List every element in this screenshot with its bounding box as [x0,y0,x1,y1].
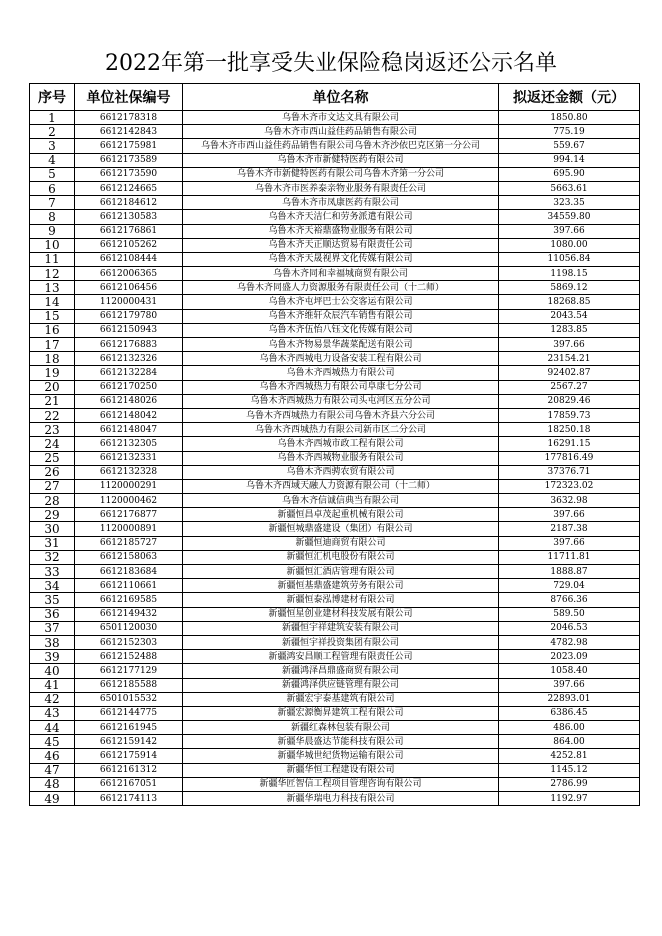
row-seq: 9 [30,224,75,238]
table-row [30,508,640,522]
row-company-name: 乌鲁木齐西城热力有限公司 [183,366,499,380]
row-company-name: 乌鲁木齐市西山益佳药品销售有限公司乌鲁木齐沙依巴克区第一分公司 [183,139,499,153]
row-amount: 16291.15 [499,437,640,451]
row-seq: 20 [30,380,75,394]
row-company-name: 乌鲁木齐同和幸福城商贸有限公司 [183,267,499,281]
row-amount: 92402.87 [499,366,640,380]
table-row [30,238,640,252]
row-social-security-code: 1120000291 [75,479,183,493]
row-company-name: 新疆恒星创业建材科技发展有限公司 [183,607,499,621]
row-amount: 3632.98 [499,494,640,508]
row-social-security-code: 6612175981 [75,139,183,153]
table-row [30,706,640,720]
row-social-security-code: 6612152488 [75,650,183,664]
row-company-name: 乌鲁木齐市新健特医药有限公司 [183,153,499,167]
row-amount: 589.50 [499,607,640,621]
row-company-name: 新疆鸿泽昌鼎盛商贸有限公司 [183,664,499,678]
row-seq: 18 [30,352,75,366]
row-amount: 2046.53 [499,621,640,635]
row-company-name: 乌鲁木齐天洁仁和劳务派遣有限公司 [183,210,499,224]
row-social-security-code: 6612106456 [75,281,183,295]
row-social-security-code: 6612169585 [75,593,183,607]
row-seq: 12 [30,267,75,281]
row-amount: 397.66 [499,508,640,522]
row-company-name: 乌鲁木齐西城热力有限公司乌鲁木齐县六分公司 [183,408,499,422]
table-row [30,650,640,664]
row-seq: 10 [30,238,75,252]
row-seq: 37 [30,621,75,635]
row-seq: 4 [30,153,75,167]
row-amount: 1283.85 [499,323,640,337]
row-social-security-code: 6612158063 [75,550,183,564]
row-seq: 34 [30,579,75,593]
row-seq: 46 [30,749,75,763]
row-social-security-code: 6612161945 [75,721,183,735]
row-social-security-code: 6501015532 [75,692,183,706]
row-seq: 41 [30,678,75,692]
row-amount: 1192.97 [499,792,640,806]
table-row [30,735,640,749]
row-seq: 17 [30,338,75,352]
row-amount: 2043.54 [499,309,640,323]
row-amount: 18268.85 [499,295,640,309]
row-company-name: 乌鲁木齐维轩众辰汽车销售有限公司 [183,309,499,323]
table-row [30,338,640,352]
row-seq: 6 [30,181,75,195]
row-amount: 775.19 [499,125,640,139]
row-seq: 49 [30,792,75,806]
header-code: 单位社保编号 [75,84,183,111]
row-seq: 45 [30,735,75,749]
row-social-security-code: 6612161312 [75,763,183,777]
row-amount: 1198.15 [499,267,640,281]
table-row [30,267,640,281]
table-row [30,139,640,153]
row-company-name: 乌鲁木齐同盛人力资源服务有限责任公司（十二师） [183,281,499,295]
row-company-name: 新疆华瑞电力科技有限公司 [183,792,499,806]
table-row [30,749,640,763]
row-company-name: 新疆华匠智信工程项目管理咨询有限公司 [183,777,499,791]
table-row [30,111,640,125]
table-row [30,153,640,167]
row-seq: 21 [30,394,75,408]
row-social-security-code: 6612132284 [75,366,183,380]
row-seq: 27 [30,479,75,493]
row-social-security-code: 6612105262 [75,238,183,252]
row-amount: 559.67 [499,139,640,153]
row-seq: 1 [30,111,75,125]
row-company-name: 新疆恒城鼎盛建设（集团）有限公司 [183,522,499,536]
row-company-name: 乌鲁木齐西城热力有限公司阜康七分公司 [183,380,499,394]
row-company-name: 乌鲁木齐西城电力设备安装工程有限公司 [183,352,499,366]
row-company-name: 乌鲁木齐西域天融人力资源有限公司（十二师） [183,479,499,493]
row-seq: 48 [30,777,75,791]
row-amount: 486.00 [499,721,640,735]
row-company-name: 乌鲁木齐市西山益佳药品销售有限公司 [183,125,499,139]
row-amount: 11056.84 [499,252,640,266]
row-amount: 20829.46 [499,394,640,408]
row-company-name: 乌鲁木齐天晟视界文化传媒有限公司 [183,252,499,266]
table-row [30,309,640,323]
row-seq: 36 [30,607,75,621]
row-social-security-code: 6612148047 [75,423,183,437]
header-name: 单位名称 [183,84,499,111]
row-company-name: 新疆鸿泽供应链管理有限公司 [183,678,499,692]
table-row [30,479,640,493]
table-row [30,635,640,649]
row-amount: 994.14 [499,153,640,167]
page-title: 2022年第一批享受失业保险稳岗返还公示名单 [105,51,557,76]
row-social-security-code: 6612144775 [75,706,183,720]
row-company-name: 乌鲁木齐西城热力有限公司新市区二分公司 [183,423,499,437]
table-row [30,593,640,607]
row-social-security-code: 6612179780 [75,309,183,323]
row-company-name: 新疆恒汇酒店管理有限公司 [183,565,499,579]
row-social-security-code: 6612108444 [75,252,183,266]
row-seq: 19 [30,366,75,380]
table-row [30,224,640,238]
table-row [30,565,640,579]
row-social-security-code: 6612176883 [75,338,183,352]
row-seq: 44 [30,721,75,735]
row-seq: 40 [30,664,75,678]
row-company-name: 新疆恒宇祥投资集团有限公司 [183,635,499,649]
header-seq: 序号 [30,84,75,111]
row-social-security-code: 1120000431 [75,295,183,309]
row-seq: 2 [30,125,75,139]
row-seq: 22 [30,408,75,422]
row-seq: 39 [30,650,75,664]
table-row [30,394,640,408]
table-row [30,522,640,536]
row-social-security-code: 6612170250 [75,380,183,394]
table-row [30,678,640,692]
row-social-security-code: 6612006365 [75,267,183,281]
row-company-name: 新疆华恒工程建设有限公司 [183,763,499,777]
row-social-security-code: 6612176877 [75,508,183,522]
row-social-security-code: 6612183684 [75,565,183,579]
table-row [30,579,640,593]
table-row [30,125,640,139]
table-row [30,763,640,777]
row-seq: 3 [30,139,75,153]
row-seq: 14 [30,295,75,309]
row-social-security-code: 6612132328 [75,465,183,479]
row-social-security-code: 6612150943 [75,323,183,337]
row-social-security-code: 6612177129 [75,664,183,678]
row-company-name: 乌鲁木齐市凤康医药有限公司 [183,196,499,210]
row-company-name: 乌鲁木齐天裕鼎盛物业服务有限公司 [183,224,499,238]
table-row [30,167,640,181]
table-row [30,408,640,422]
row-amount: 1888.87 [499,565,640,579]
row-social-security-code: 6612176861 [75,224,183,238]
row-social-security-code: 6612110661 [75,579,183,593]
table-row [30,437,640,451]
table-row [30,323,640,337]
row-company-name: 乌鲁木齐西骋农贸有限公司 [183,465,499,479]
row-amount: 5869.12 [499,281,640,295]
row-amount: 1058.40 [499,664,640,678]
row-company-name: 新疆恒宇祥建筑安装有限公司 [183,621,499,635]
row-seq: 32 [30,550,75,564]
row-amount: 729.04 [499,579,640,593]
row-amount: 323.35 [499,196,640,210]
row-social-security-code: 6612132326 [75,352,183,366]
row-company-name: 乌鲁木齐西城市政工程有限公司 [183,437,499,451]
row-company-name: 乌鲁木齐信诚信典当有限公司 [183,494,499,508]
row-seq: 30 [30,522,75,536]
table-row [30,295,640,309]
table-row [30,196,640,210]
row-amount: 4252.81 [499,749,640,763]
row-company-name: 新疆宏宇泰基建筑有限公司 [183,692,499,706]
row-social-security-code: 6612184612 [75,196,183,210]
row-company-name: 乌鲁木齐西城热力有限公司头屯河区五分公司 [183,394,499,408]
row-social-security-code: 6612173589 [75,153,183,167]
row-social-security-code: 6612132331 [75,451,183,465]
table-row [30,252,640,266]
row-social-security-code: 6612159142 [75,735,183,749]
row-company-name: 新疆华城世纪货物运输有限公司 [183,749,499,763]
row-seq: 28 [30,494,75,508]
row-company-name: 乌鲁木齐伍怡八钰文化传媒有限公司 [183,323,499,337]
row-seq: 29 [30,508,75,522]
row-social-security-code: 6612130583 [75,210,183,224]
table-row [30,664,640,678]
row-amount: 177816.49 [499,451,640,465]
table-row [30,210,640,224]
row-seq: 15 [30,309,75,323]
row-social-security-code: 6612173590 [75,167,183,181]
row-amount: 864.00 [499,735,640,749]
row-seq: 16 [30,323,75,337]
row-seq: 11 [30,252,75,266]
row-amount: 23154.21 [499,352,640,366]
row-seq: 26 [30,465,75,479]
table-row [30,792,640,806]
row-company-name: 新疆红森林包装有限公司 [183,721,499,735]
table-row [30,423,640,437]
row-company-name: 乌鲁木齐市医养泰亲物业服务有限责任公司 [183,181,499,195]
row-amount: 34559.80 [499,210,640,224]
table-row [30,465,640,479]
row-seq: 31 [30,536,75,550]
row-amount: 8766.36 [499,593,640,607]
row-amount: 397.66 [499,678,640,692]
row-social-security-code: 6612167051 [75,777,183,791]
row-amount: 4782.98 [499,635,640,649]
row-amount: 37376.71 [499,465,640,479]
row-company-name: 乌鲁木齐天正顺达贸易有限责任公司 [183,238,499,252]
row-amount: 695.90 [499,167,640,181]
row-social-security-code: 6612149432 [75,607,183,621]
table-row [30,451,640,465]
row-amount: 2567.27 [499,380,640,394]
row-social-security-code: 6612152303 [75,635,183,649]
subsidy-table [29,83,640,806]
table-row [30,692,640,706]
table-row [30,181,640,195]
table-row [30,380,640,394]
row-seq: 23 [30,423,75,437]
row-seq: 5 [30,167,75,181]
row-amount: 18250.18 [499,423,640,437]
row-seq: 42 [30,692,75,706]
row-amount: 2786.99 [499,777,640,791]
row-social-security-code: 6612178318 [75,111,183,125]
table-row [30,366,640,380]
row-amount: 172323.02 [499,479,640,493]
row-company-name: 新疆恒汇机电股份有限公司 [183,550,499,564]
row-company-name: 新疆宏源衡昇建筑工程有限公司 [183,706,499,720]
row-amount: 397.66 [499,224,640,238]
row-social-security-code: 6612148042 [75,408,183,422]
row-seq: 24 [30,437,75,451]
row-amount: 1145.12 [499,763,640,777]
row-seq: 25 [30,451,75,465]
row-amount: 11711.81 [499,550,640,564]
row-social-security-code: 1120000462 [75,494,183,508]
row-amount: 397.66 [499,536,640,550]
row-amount: 22893.01 [499,692,640,706]
row-social-security-code: 6612174113 [75,792,183,806]
row-social-security-code: 6612142843 [75,125,183,139]
row-seq: 38 [30,635,75,649]
row-social-security-code: 6612132305 [75,437,183,451]
table-row [30,721,640,735]
table-row [30,281,640,295]
row-seq: 43 [30,706,75,720]
row-social-security-code: 6612185588 [75,678,183,692]
row-amount: 2187.38 [499,522,640,536]
table-row [30,550,640,564]
row-seq: 7 [30,196,75,210]
row-company-name: 新疆鸿安昌顺工程管理有限责任公司 [183,650,499,664]
row-social-security-code: 6612185727 [75,536,183,550]
row-company-name: 乌鲁木齐西城物业服务有限公司 [183,451,499,465]
row-company-name: 新疆恒泰泓博建材有限公司 [183,593,499,607]
row-company-name: 新疆恒迪商贸有限公司 [183,536,499,550]
row-amount: 397.66 [499,338,640,352]
row-social-security-code: 1120000891 [75,522,183,536]
row-amount: 6386.45 [499,706,640,720]
row-company-name: 乌鲁木齐市文达文具有限公司 [183,111,499,125]
row-seq: 47 [30,763,75,777]
table-header-row [30,84,640,111]
row-company-name: 新疆恒昌卓茂起重机械有限公司 [183,508,499,522]
table-row [30,536,640,550]
row-social-security-code: 6612148026 [75,394,183,408]
row-social-security-code: 6612175914 [75,749,183,763]
row-company-name: 新疆华晨盛达节能科技有限公司 [183,735,499,749]
row-amount: 5663.61 [499,181,640,195]
row-seq: 35 [30,593,75,607]
table-row [30,621,640,635]
row-company-name: 乌鲁木齐物易景华蔬菜配送有限公司 [183,338,499,352]
row-amount: 2023.09 [499,650,640,664]
row-social-security-code: 6612124665 [75,181,183,195]
row-seq: 8 [30,210,75,224]
row-company-name: 新疆恒基鼎盛建筑劳务有限公司 [183,579,499,593]
row-amount: 1850.80 [499,111,640,125]
table-row [30,777,640,791]
table-row [30,607,640,621]
row-seq: 13 [30,281,75,295]
table-row [30,352,640,366]
row-social-security-code: 6501120030 [75,621,183,635]
table-row [30,494,640,508]
row-seq: 33 [30,565,75,579]
row-company-name: 乌鲁木齐市新健特医药有限公司乌鲁木齐第一分公司 [183,167,499,181]
header-amount: 拟返还金额（元） [499,84,640,111]
row-amount: 1080.00 [499,238,640,252]
row-company-name: 乌鲁木齐屯坪巴士公交客运有限公司 [183,295,499,309]
row-amount: 17859.73 [499,408,640,422]
